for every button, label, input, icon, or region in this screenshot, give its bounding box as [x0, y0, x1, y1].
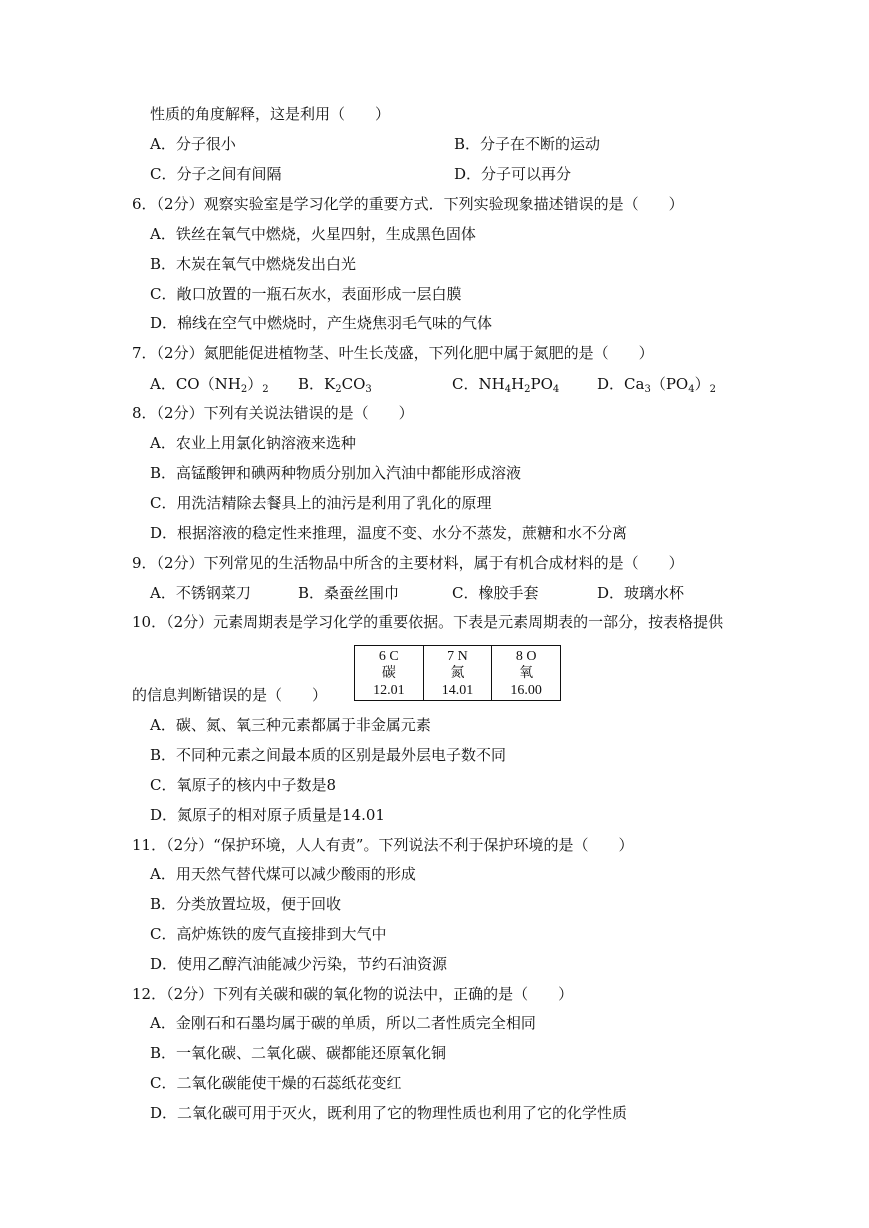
q6-option-a: A．铁丝在氧气中燃烧，火星四射，生成黑色固体	[150, 225, 476, 243]
q12-stem: 12．（2分）下列有关碳和碳的氧化物的说法中，正确的是（ ）	[132, 985, 574, 1003]
q5-option-a: A．分子很小	[150, 135, 236, 153]
q6-option-c: C．敞口放置的一瓶石灰水，表面形成一层白膜	[150, 285, 462, 303]
element-mass: 12.01	[373, 682, 405, 698]
element-name: 碳	[381, 665, 396, 681]
element-cell-oxygen	[492, 646, 561, 701]
element-cell-nitrogen	[423, 646, 492, 701]
q9-option-b: B．桑蚕丝围巾	[298, 584, 400, 602]
q7-option-c: C．$NH_4H_2PO_4$	[452, 375, 560, 395]
q6-option-b: B．木炭在氧气中燃烧发出白光	[150, 255, 357, 273]
q12-option-d: D．二氧化碳可用于灭火，既利用了它的物理性质也利用了它的化学性质	[150, 1104, 628, 1122]
q12-option-a: A．金刚石和石墨均属于碳的单质，所以二者性质完全相同	[150, 1014, 536, 1032]
q10-option-b: B．不同种元素之间最本质的区别是最外层电子数不同	[150, 746, 507, 764]
q5-option-c: C．分子之间有间隔	[150, 165, 282, 183]
q10-option-a: A．碳、氮、氧三种元素都属于非金属元素	[150, 716, 431, 734]
q12-option-c: C．二氧化碳能使干燥的石蕊纸花变红	[150, 1074, 402, 1092]
q5-option-b: B．分子在不断的运动	[454, 135, 601, 153]
q7-option-d: D．$Ca_3(PO_4)_2$	[597, 375, 716, 395]
q8-option-c: C．用洗洁精除去餐具上的油污是利用了乳化的原理	[150, 494, 492, 512]
q6-option-d: D．棉线在空气中燃烧时，产生烧焦羽毛气味的气体	[150, 314, 493, 332]
element-mass: 14.01	[441, 682, 474, 698]
q12-option-b: B．一氧化碳、二氧化碳、碳都能还原氧化铜	[150, 1044, 447, 1062]
periodic-table-excerpt	[354, 645, 561, 701]
element-name: 氮	[450, 665, 465, 681]
element-cell-carbon	[355, 646, 424, 701]
q8-stem: 8．（2分）下列有关说法错误的是（ ）	[132, 404, 414, 422]
q5-stem-continued: 性质的角度解释，这是利用（ ）	[150, 105, 391, 123]
q7-option-b: B．$K_2CO_3$	[298, 375, 372, 395]
q8-option-a: A．农业上用氯化钠溶液来选种	[150, 434, 356, 452]
element-number-symbol: 6 C	[378, 648, 399, 664]
q6-stem: 6．（2分）观察实验室是学习化学的重要方式．下列实验现象描述错误的是（ ）	[132, 195, 684, 213]
q7-stem: 7．（2分）氮肥能促进植物茎、叶生长茂盛，下列化肥中属于氮肥的是（ ）	[132, 344, 654, 362]
q7-option-a: A．$CO(NH_2)_2$	[150, 375, 269, 395]
q10-stem-continued: 的信息判断错误的是（ ）	[132, 686, 328, 704]
q11-option-a: A．用天然气替代煤可以减少酸雨的形成	[150, 865, 416, 883]
q10-option-d: D．氮原子的相对原子质量是14.01	[150, 806, 385, 824]
q8-option-d: D．根据溶液的稳定性来推理，温度不变、水分不蒸发，蔗糖和水不分离	[150, 524, 628, 542]
q9-option-c: C．橡胶手套	[452, 584, 539, 602]
q11-option-c: C．高炉炼铁的废气直接排到大气中	[150, 925, 387, 943]
element-mass: 16.00	[510, 682, 542, 698]
q10-option-c: C．氧原子的核内中子数是8	[150, 776, 337, 794]
q11-option-b: B．分类放置垃圾，便于回收	[150, 895, 342, 913]
q11-option-d: D．使用乙醇汽油能减少污染，节约石油资源	[150, 955, 448, 973]
q5-option-d: D．分子可以再分	[454, 165, 572, 183]
q9-option-d: D．玻璃水杯	[597, 584, 685, 602]
element-number-symbol: 7 N	[447, 648, 468, 664]
q9-option-a: A．不锈钢菜刀	[150, 584, 251, 602]
element-name: 氧	[519, 665, 534, 681]
element-number-symbol: 8 O	[515, 648, 537, 664]
q11-stem: 11．（2分）“保护环境，人人有责”。下列说法不利于保护环境的是（ ）	[132, 836, 634, 854]
q10-stem: 10．（2分）元素周期表是学习化学的重要依据。下表是元素周期表的一部分，按表格提供	[132, 613, 724, 631]
q8-option-b: B．高锰酸钾和碘两种物质分别加入汽油中都能形成溶液	[150, 464, 522, 482]
q9-stem: 9．（2分）下列常见的生活物品中所含的主要材料，属于有机合成材料的是（ ）	[132, 554, 684, 572]
